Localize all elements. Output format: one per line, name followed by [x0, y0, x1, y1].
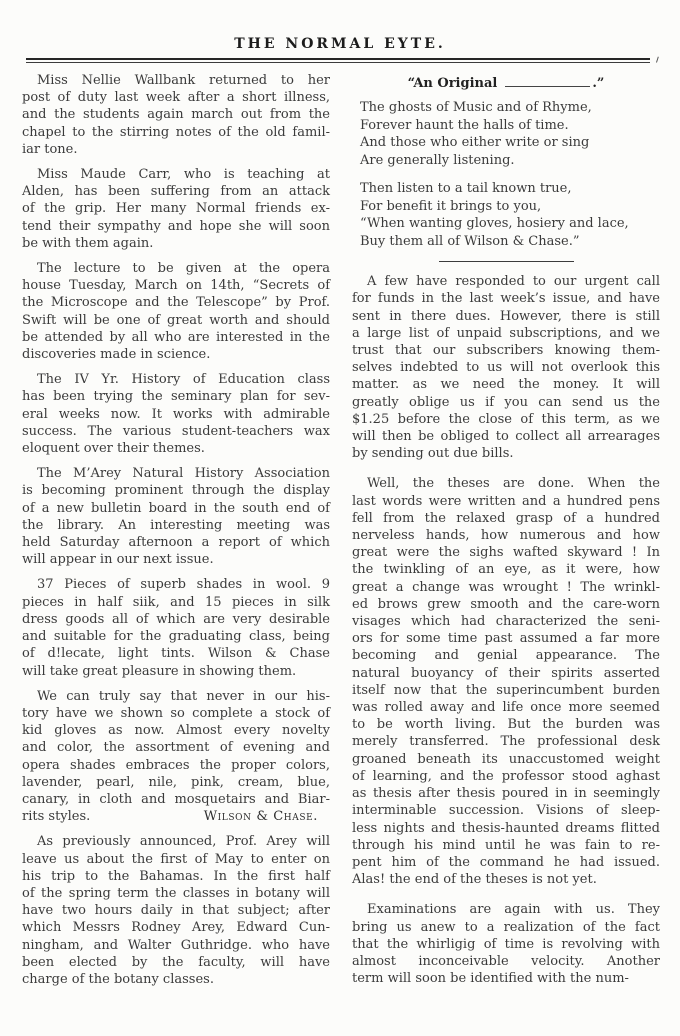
text-line: A few have responded to our urgent call: [367, 274, 660, 290]
header-rule-top: [26, 58, 650, 60]
text-line: success. The various student-teachers wax: [22, 423, 330, 439]
text-line: be with them again.: [22, 235, 154, 251]
paragraph: [22, 72, 330, 158]
left-column: [22, 72, 330, 988]
text-line: discoveries made in science.: [22, 347, 211, 363]
text-line: almost inconceivable velocity. Another: [352, 953, 660, 969]
poem-line: And those who either write or sing: [360, 135, 590, 151]
text-line: great a change was wrought ! The wrinkl-: [352, 579, 660, 595]
text-line: matter. as we need the money. It will: [352, 377, 660, 393]
poem-heading: [352, 74, 660, 92]
text-line: which Messrs Rodney Arey, Edward Cun-: [22, 920, 330, 936]
poem-line: Are generally listening.: [360, 152, 515, 168]
text-line: a large list of unpaid subscriptions, and we: [352, 325, 660, 341]
text-line: canary, in cloth and mosquetairs and Biar-: [22, 791, 330, 807]
header-rule: [26, 58, 650, 63]
text-line: Well, the theses are done. When the: [367, 476, 660, 492]
text-line: held Saturday afternoon a report of which: [22, 535, 330, 551]
text-line: house Tuesday, March on 14th, “Secrets of: [22, 278, 330, 294]
poem-line: For benefit it brings to you,: [360, 198, 542, 214]
text-line: and color, the assortment of evening and: [22, 740, 330, 756]
text-line: eloquent over their themes.: [22, 441, 205, 457]
header-rule-bottom: [26, 62, 650, 63]
paragraph: [22, 371, 330, 457]
paragraph: [22, 688, 330, 826]
poem: [352, 99, 660, 250]
text-line: the Microscope and the Telescope” by Prof.: [22, 295, 330, 311]
text-line: bring us anew to a realization of the fact: [352, 919, 660, 935]
text-line: as thesis after thesis poured in in seemingly: [352, 786, 660, 802]
text-line: of a new bulletin board in the south end of: [22, 500, 330, 516]
paragraph: [352, 901, 660, 987]
text-line: chapel to the stirring notes of the old famil-: [22, 124, 330, 140]
text-line: is becoming prominent through the display: [22, 483, 330, 499]
text-line: of d!lecate, light tints. Wilson & Chase: [22, 646, 330, 662]
poem-stanza: [352, 99, 660, 169]
text-line: ed brows grew smooth and the care-worn: [352, 596, 660, 612]
columns: [22, 72, 660, 988]
page-header-title: THE NORMAL EYTE.: [234, 36, 446, 52]
text-line: 37 Pieces of superb shades in wool. 9: [37, 577, 330, 593]
paragraph: [22, 465, 330, 568]
text-line: of the grip. Her many Normal friends ex-: [22, 201, 330, 217]
text-line: tory have we shown so complete a stock of: [22, 705, 330, 721]
poem-heading-prefix: “An Original: [407, 76, 498, 91]
text-line: of learning, and the professor stood aghast: [352, 768, 660, 784]
text-line: itself now that the superincumbent burden: [352, 682, 660, 698]
text-line: Alden, has been suffering from an attack: [22, 184, 330, 200]
paragraph: [352, 475, 660, 888]
text-line: and the students again march out from the: [22, 107, 330, 123]
text-line: be attended by all who are interested in the: [22, 329, 330, 345]
text-line: pieces in half siik, and 15 pieces in silk: [22, 594, 330, 610]
text-line: dress goods all of which are very desirable: [22, 611, 330, 627]
text-line: for funds in the last week’s issue, and have: [352, 291, 660, 307]
right-column: [352, 72, 660, 988]
text-line: greatly oblige us if you can send us the: [352, 394, 660, 410]
text-line: Examinations are again with us. They: [367, 902, 660, 918]
text-line: will appear in our next issue.: [22, 552, 214, 568]
text-line: merely transferred. The professional desk: [352, 734, 660, 750]
text-line: ningham, and Walter Guthridge. who have: [22, 937, 330, 953]
signature-line-text: rits styles.: [22, 809, 91, 825]
poem-line: Forever haunt the halls of time.: [360, 117, 569, 133]
text-line: kid gloves as now. Almost every novelty: [22, 723, 330, 739]
poem-line: “When wanting gloves, hosiery and lace,: [360, 216, 629, 232]
paragraph: [352, 273, 660, 462]
text-line: We can truly say that never in our his-: [37, 688, 330, 704]
text-line: interminable succession. Visions of sleep-: [352, 803, 660, 819]
text-line: nerveless hands, how numerous and how: [352, 528, 660, 544]
text-line: opera shades embraces the proper colors,: [22, 757, 330, 773]
signature-name: Wilson & Chase.: [203, 809, 318, 825]
poem-stanza: [352, 180, 660, 250]
poem-line: The ghosts of Music and of Rhyme,: [360, 100, 592, 116]
text-line: visages which had characterized the seni-: [352, 614, 660, 630]
text-line: groaned beneath its unaccustomed weight: [352, 751, 660, 767]
text-line: been elected by the faculty, will have: [22, 954, 330, 970]
text-line: fell from the relaxed grasp of a hundred: [352, 510, 660, 526]
newspaper-page: [0, 36, 680, 1036]
text-line: The M’Arey Natural History Association: [37, 466, 330, 482]
text-line: eral weeks now. It works with admirable: [22, 406, 330, 422]
poem-heading-suffix: .”: [592, 76, 605, 91]
text-line: The IV Yr. History of Education class: [37, 372, 330, 388]
text-line: tend their sympathy and hope she will soon: [22, 218, 330, 234]
text-line: last words were written and a hundred pens: [352, 493, 660, 509]
text-line: was rolled away and life once more seemed: [352, 700, 660, 716]
text-line: becoming and genial appearance. The: [352, 648, 660, 664]
paragraph: [22, 260, 330, 363]
text-line: less nights and thesis-haunted dreams flitted: [352, 820, 660, 836]
text-line: selves indebted to us will not overlook this: [352, 360, 660, 376]
section-divider: [439, 261, 574, 262]
text-line: leave us about the first of May to enter on: [22, 851, 330, 867]
text-line: Swift will be one of great worth and should: [22, 312, 330, 328]
text-line: of the spring term the classes in botany will: [22, 885, 330, 901]
poem-line: Then listen to a tail known true,: [360, 181, 572, 197]
text-line: his trip to the Bahamas. In the first half: [22, 868, 330, 884]
text-line: Alas! the end of the theses is not yet.: [352, 872, 597, 888]
text-line: pent him of the command he had issued.: [352, 854, 660, 870]
text-line: $1.25 before the close of this term, as we: [352, 411, 660, 427]
text-line: The lecture to be given at the opera: [37, 261, 330, 277]
text-line: through his mind until he was fain to re-: [352, 837, 660, 853]
text-line: Miss Maude Carr, who is teaching at: [37, 167, 330, 183]
text-line: will then be obliged to collect all arrearages: [352, 429, 660, 445]
text-line: sent in there dues. However, there is still: [352, 308, 660, 324]
right-column-paragraphs: [352, 273, 660, 987]
text-line: iar tone.: [22, 141, 78, 157]
paragraph: [22, 166, 330, 252]
text-line: have two hours daily in that subject; after: [22, 903, 330, 919]
text-line: lavender, pearl, nile, pink, cream, blue,: [22, 774, 330, 790]
text-line: the twinkling of an eye, as it were, how: [352, 562, 660, 578]
paragraph: [22, 576, 330, 679]
signature-line: [22, 808, 330, 825]
text-line: Miss Nellie Wallbank returned to her: [37, 73, 330, 88]
poem-line: Buy them all of Wilson & Chase.”: [360, 233, 580, 249]
text-line: and suitable for the graduating class, being: [22, 629, 330, 645]
text-line: natural buoyancy of their spirits asserted: [352, 665, 660, 681]
text-line: the library. An interesting meeting was: [22, 517, 330, 533]
text-line: by sending out due bills.: [352, 446, 514, 462]
blank-rule: [505, 74, 590, 87]
text-line: post of duty last week after a short illness,: [22, 90, 330, 106]
text-line: that the whirligig of time is revolving with: [352, 936, 660, 952]
text-line: has been trying the seminary plan for sev-: [22, 389, 330, 405]
text-line: term will soon be identified with the num-: [352, 971, 629, 987]
text-line: charge of the botany classes.: [22, 971, 214, 987]
text-line: to be worth living. But the burden was: [352, 717, 660, 733]
text-line: ors for some time past assumed a far more: [352, 631, 660, 647]
text-line: As previously announced, Prof. Arey will: [37, 834, 330, 850]
text-line: trust that our subscribers knowing them-: [352, 343, 660, 359]
text-line: will take great pleasure in showing them.: [22, 663, 297, 679]
rule-end-tick: [652, 55, 659, 62]
paragraph: [22, 833, 330, 988]
text-line: great were the sighs wafted skyward ! In: [352, 545, 660, 561]
